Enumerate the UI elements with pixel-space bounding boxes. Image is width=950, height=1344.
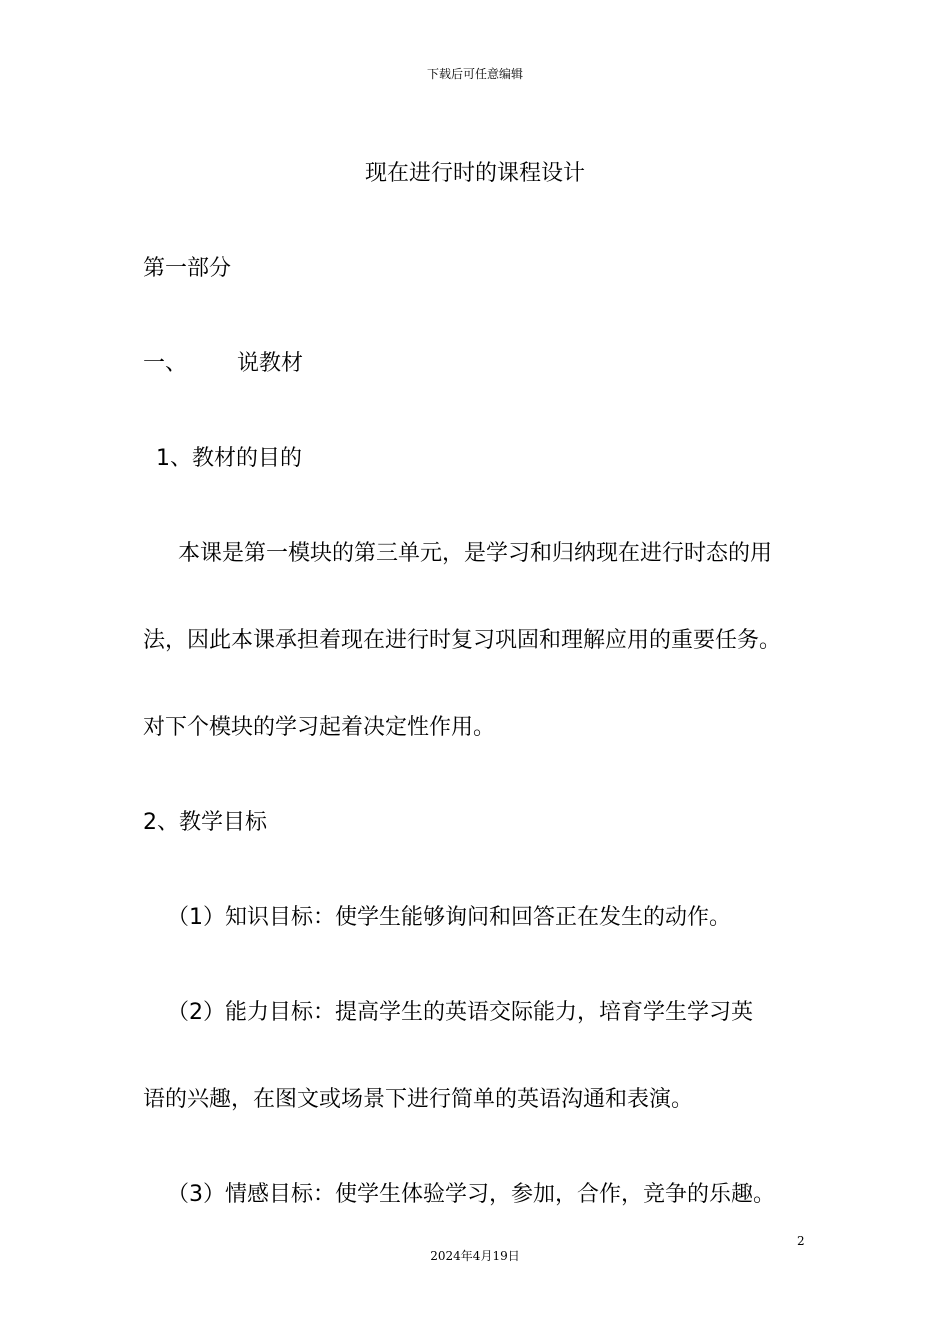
section-heading <box>143 349 303 379</box>
part-heading: 第一部分 <box>143 256 232 281</box>
paragraph-line: 法，因此本课承担着现在进行时复习巩固和理解应用的重要任务。 <box>143 628 782 653</box>
section-number: 一、 <box>143 351 188 376</box>
document-title: 现在进行时的课程设计 <box>364 161 585 186</box>
goal-line: （1）知识目标：使学生能够询问和回答正在发生的动作。 <box>167 905 731 930</box>
item2-heading: 2、教学目标 <box>143 810 267 835</box>
item1-heading: 1、教材的目的 <box>156 446 302 471</box>
goal-line: （3）情感目标：使学生体验学习，参加，合作，竞争的乐趣。 <box>167 1182 775 1207</box>
goal-line: 语的兴趣，在图文或场景下进行简单的英语沟通和表演。 <box>143 1087 694 1112</box>
goal-line: （2）能力目标：提高学生的英语交际能力，培育学生学习英 <box>167 1000 753 1025</box>
page-number: 2 <box>797 1234 805 1248</box>
header-note: 下载后可任意编辑 <box>426 67 523 81</box>
paragraph-line: 对下个模块的学习起着决定性作用。 <box>143 715 496 740</box>
section-label: 说教材 <box>237 351 304 376</box>
footer-date: 2024年4月19日 <box>430 1249 520 1263</box>
paragraph-line: 本课是第一模块的第三单元，是学习和归纳现在进行时态的用 <box>178 541 773 566</box>
